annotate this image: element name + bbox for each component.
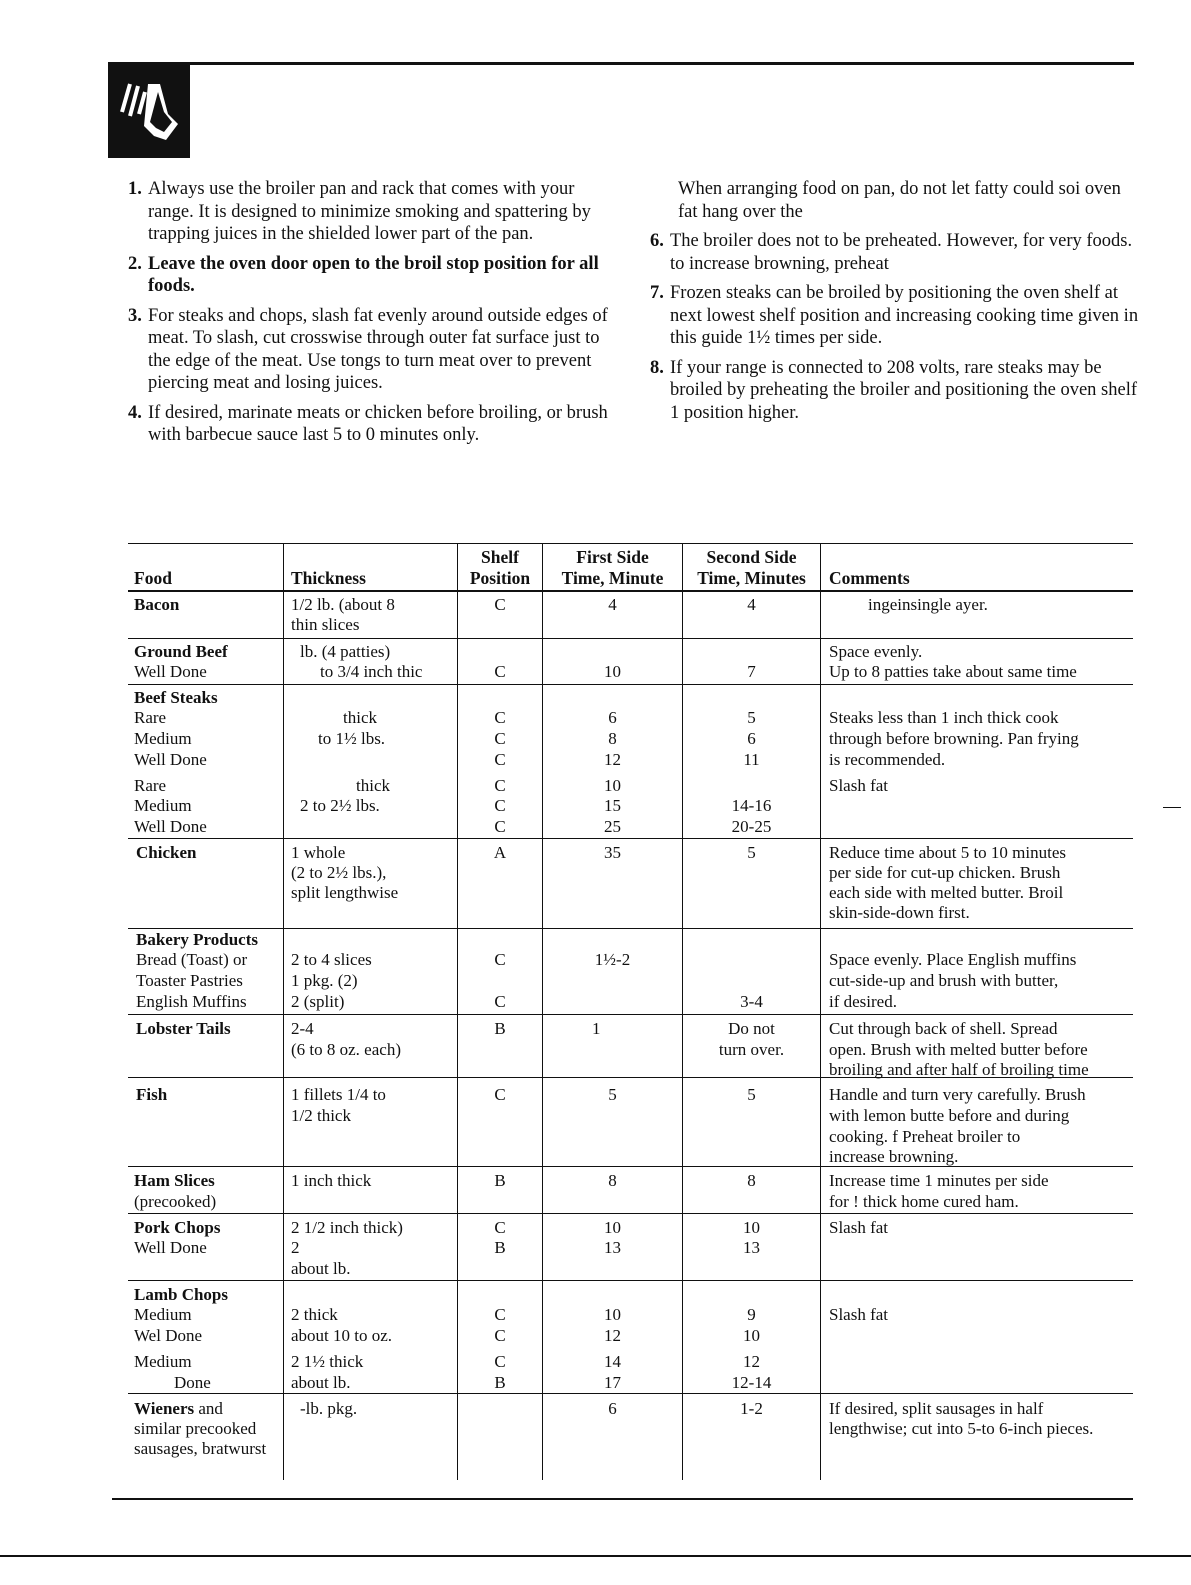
- bakery-thickness: 2 to 4 slices: [291, 950, 372, 969]
- chicken-shelf: A: [493, 843, 507, 862]
- broiling-tips-left: [128, 178, 618, 454]
- header-food: Food: [134, 568, 172, 588]
- lamb-doneness: Medium: [134, 1305, 192, 1324]
- bacon-shelf: C: [494, 595, 506, 614]
- bakery-comments: Space evenly. Place English muffins: [829, 950, 1077, 969]
- fish-thickness: 1/2 thick: [291, 1106, 351, 1125]
- food-fish: Fish: [136, 1085, 168, 1104]
- tip-3: 3. For steaks and chops, slash fat evenly around outside edges of meat. To slash, cut crosswise through outer fat surface just to the edge of the meat. Use tongs to turn meat over to prevent piercing meat and losing juices.: [128, 305, 608, 393]
- lamb-thickness: 2 thick: [291, 1305, 338, 1324]
- chicken-comments: skin-side-down first.: [829, 903, 970, 922]
- food-pork-chops: Pork Chops: [134, 1218, 221, 1237]
- tip-2: 2. Leave the oven door open to the broil stop position for all foods.: [128, 253, 599, 296]
- lamb-first: 12: [604, 1326, 621, 1345]
- wieners-second: 1-2: [740, 1399, 763, 1418]
- steak-second: 14-16: [731, 796, 772, 815]
- steak-thickness: thick: [343, 708, 377, 727]
- page-bottom-rule: [0, 1555, 1191, 1557]
- ground-beef-thickness: lb. (4 patties): [300, 642, 391, 661]
- steak-shelf: C: [494, 776, 506, 795]
- ground-beef-comments: Up to 8 patties take about same time: [829, 662, 1077, 681]
- lamb-shelf: C: [494, 1305, 506, 1324]
- tip-1: 1. Always use the broiler pan and rack that comes with your range. It is designed to minimize smoking and spattering by trapping juices in the shielded lower part of the pan.: [128, 179, 591, 244]
- steak-doneness: Medium: [134, 796, 192, 815]
- steak-shelf: C: [494, 750, 506, 769]
- fish-comments: increase browning.: [829, 1147, 959, 1166]
- ground-beef-shelf: C: [494, 662, 506, 681]
- food-bacon: Bacon: [134, 595, 180, 614]
- pork-shelf: C: [494, 1218, 506, 1237]
- food-ground-beef: Ground Beef: [134, 642, 228, 661]
- lobster-comments: open. Brush with melted butter before: [829, 1040, 1088, 1059]
- bakery-thickness: 2 (split): [291, 992, 345, 1011]
- bacon-thickness: 1/2 lb. (about 8: [291, 595, 395, 614]
- bacon-second: 4: [747, 595, 756, 614]
- lamb-doneness: Done: [174, 1373, 211, 1392]
- steak-first: 6: [608, 708, 617, 727]
- fish-first: 5: [608, 1085, 617, 1104]
- bacon-first: 4: [608, 595, 617, 614]
- row-rule: [128, 1014, 1133, 1015]
- bakery-item: English Muffins: [136, 992, 247, 1011]
- row-rule: [128, 838, 1133, 839]
- lamb-second: 12-14: [731, 1373, 772, 1392]
- ham-shelf: B: [494, 1171, 506, 1190]
- header-second-time: Time, Minutes: [697, 568, 806, 588]
- chicken-comments: each side with melted butter. Broil: [829, 883, 1064, 902]
- chicken-first: 35: [604, 843, 621, 862]
- wieners-comments: lengthwise; cut into 5-to 6-inch pieces.: [829, 1419, 1094, 1438]
- pork-thickness: 2 1/2 inch thick): [291, 1218, 403, 1237]
- lamb-doneness: Medium: [134, 1352, 192, 1371]
- pork-comments: Slash fat: [829, 1218, 889, 1237]
- lobster-second: Do not: [728, 1019, 775, 1038]
- fish-shelf: C: [494, 1085, 506, 1104]
- ham-note: (precooked): [134, 1192, 217, 1211]
- lobster-comments: broiling and after half of broiling time: [829, 1060, 1089, 1079]
- fish-thickness: 1 fillets 1/4 to: [291, 1085, 386, 1104]
- header-position: Position: [469, 568, 531, 588]
- pork-second: 13: [743, 1238, 760, 1257]
- table-header-rule: [128, 590, 1133, 592]
- ham-first: 8: [608, 1171, 617, 1190]
- steak-second: 6: [747, 729, 756, 748]
- margin-mark: [1163, 807, 1181, 808]
- lamb-first: 14: [604, 1352, 621, 1371]
- ham-thickness: 1 inch thick: [291, 1171, 372, 1190]
- steak-first: 15: [604, 796, 621, 815]
- chicken-thickness: (2 to 2½ lbs.),: [291, 863, 387, 882]
- header-first-time: Time, Minute: [561, 568, 664, 588]
- lamb-shelf: C: [494, 1326, 506, 1345]
- food-ham-slices: Ham Slices: [134, 1171, 215, 1190]
- lobster-shelf: B: [494, 1019, 506, 1038]
- steak-comments: Steaks less than 1 inch thick cook: [829, 708, 1059, 727]
- wieners-description: similar precooked: [134, 1419, 257, 1438]
- steak-first: 25: [604, 817, 621, 836]
- steak-thickness: thick: [356, 776, 390, 795]
- row-rule: [128, 928, 1133, 929]
- lobster-first: 1: [592, 1019, 601, 1038]
- lamb-comments: Slash fat: [829, 1305, 889, 1324]
- steak-first: 12: [604, 750, 621, 769]
- header-comments: Comments: [829, 568, 910, 588]
- ground-beef-comments: Space evenly.: [829, 642, 923, 661]
- lamb-second: 10: [743, 1326, 760, 1345]
- chicken-comments: per side for cut-up chicken. Brush: [829, 863, 1061, 882]
- steak-thickness: 2 to 2½ lbs.: [300, 796, 380, 815]
- fish-comments: with lemon butte before and during: [829, 1106, 1070, 1125]
- lamb-thickness: 2 1½ thick: [291, 1352, 364, 1371]
- row-rule: [128, 1280, 1133, 1281]
- chicken-second: 5: [747, 843, 756, 862]
- lobster-comments: Cut through back of shell. Spread: [829, 1019, 1058, 1038]
- wieners-first: 6: [608, 1399, 617, 1418]
- pork-second: 10: [743, 1218, 760, 1237]
- pork-first: 10: [604, 1218, 621, 1237]
- steak-doneness: Well Done: [134, 750, 207, 769]
- header-thickness: Thickness: [291, 568, 366, 588]
- bakery-item: Toaster Pastries: [136, 971, 243, 990]
- food-bakery-products: Bakery Products: [136, 930, 258, 949]
- bakery-thickness: 1 pkg. (2): [291, 971, 358, 990]
- header-shelf: Shelf: [481, 547, 519, 567]
- lamb-thickness: about lb.: [291, 1373, 351, 1392]
- lamb-doneness: Wel Done: [134, 1326, 203, 1345]
- header-first-side: First Side: [576, 547, 649, 567]
- ham-comments: Increase time 1 minutes per side: [829, 1171, 1049, 1190]
- row-rule: [128, 638, 1133, 639]
- chicken-thickness: 1 whole: [291, 843, 346, 862]
- bacon-thickness: thin slices: [291, 615, 360, 634]
- steak-second: 20-25: [731, 817, 772, 836]
- steak-doneness: Rare: [134, 776, 167, 795]
- bakery-item: Bread (Toast) or: [136, 950, 248, 969]
- header-second-side: Second Side: [706, 547, 797, 567]
- steak-second: 11: [743, 750, 760, 769]
- table-top-rule: [128, 543, 1133, 544]
- steak-doneness: Rare: [134, 708, 167, 727]
- steak-shelf: C: [494, 729, 506, 748]
- broil-hand-icon: [108, 62, 190, 158]
- ground-beef-first: 10: [604, 662, 621, 681]
- wieners-comments: If desired, split sausages in half: [829, 1399, 1044, 1418]
- lobster-thickness: 2-4: [291, 1019, 314, 1038]
- bakery-second: 3-4: [740, 992, 763, 1011]
- wieners-description: sausages, bratwurst: [134, 1439, 267, 1458]
- row-rule: [128, 1166, 1133, 1167]
- tip-8: 8. If your range is connected to 208 volts, rare steaks may be broiled by preheating the broiler and positioning the oven shelf 1 position higher.: [650, 357, 1138, 423]
- footer-rule: [112, 1498, 1133, 1500]
- bakery-comments: if desired.: [829, 992, 897, 1011]
- steak-doneness: Medium: [134, 729, 192, 748]
- chicken-comments: Reduce time about 5 to 10 minutes: [829, 843, 1067, 862]
- fish-second: 5: [747, 1085, 756, 1104]
- bacon-comments: ingeinsingle ayer.: [868, 595, 988, 614]
- steak-first: 8: [608, 729, 617, 748]
- food-beef-steaks: Beef Steaks: [134, 688, 218, 707]
- steak-thickness: to 1½ lbs.: [318, 729, 386, 748]
- column-rule: [820, 543, 821, 1480]
- row-rule: [128, 1213, 1133, 1214]
- bakery-first: 1½-2: [594, 950, 631, 969]
- pork-shelf: B: [494, 1238, 506, 1257]
- row-rule: [128, 1393, 1133, 1394]
- chicken-thickness: split lengthwise: [291, 883, 399, 902]
- lamb-first: 10: [604, 1305, 621, 1324]
- broiling-tips-right: [650, 178, 1140, 431]
- food-wieners: Wieners and: [134, 1399, 223, 1418]
- steak-comments: Slash fat: [829, 776, 889, 795]
- ground-beef-second: 7: [747, 662, 756, 681]
- fish-comments: Handle and turn very carefully. Brush: [829, 1085, 1086, 1104]
- column-rule: [283, 543, 284, 1480]
- steak-shelf: C: [494, 817, 506, 836]
- pork-first: 13: [604, 1238, 621, 1257]
- steak-second: 5: [747, 708, 756, 727]
- ham-comments: for ! thick home cured ham.: [829, 1192, 1019, 1211]
- lobster-second: turn over.: [718, 1040, 785, 1059]
- wieners-thickness: -lb. pkg.: [300, 1399, 358, 1418]
- pork-thickness: about lb.: [291, 1259, 351, 1278]
- bakery-shelf: C: [494, 950, 506, 969]
- steak-comments: through before browning. Pan frying: [829, 729, 1079, 748]
- ground-beef-doneness: Well Done: [134, 662, 207, 681]
- lamb-thickness: about 10 to oz.: [291, 1326, 393, 1345]
- bakery-comments: cut-side-up and brush with butter,: [829, 971, 1059, 990]
- lamb-second: 9: [747, 1305, 756, 1324]
- row-rule: [128, 684, 1133, 685]
- steak-comments: is recommended.: [829, 750, 946, 769]
- lamb-second: 12: [743, 1352, 760, 1371]
- ground-beef-thickness: to 3/4 inch thic: [320, 662, 423, 681]
- top-rule: [110, 62, 1134, 65]
- steak-shelf: C: [494, 796, 506, 815]
- tip-4: 4. If desired, marinate meats or chicken before broiling, or brush with barbecue sauce last 5 to 0 minutes only.: [128, 402, 608, 445]
- lobster-thickness: (6 to 8 oz. each): [291, 1040, 401, 1059]
- lamb-shelf: C: [494, 1352, 506, 1371]
- ham-second: 8: [747, 1171, 756, 1190]
- steak-doneness: Well Done: [134, 817, 207, 836]
- food-chicken: Chicken: [136, 843, 197, 862]
- bakery-shelf: C: [494, 992, 506, 1011]
- tip-6: 6. The broiler does not to be preheated. However, for very foods. to increase browning, preheat: [650, 231, 1133, 274]
- food-lamb-chops: Lamb Chops: [134, 1285, 229, 1304]
- tip-5: When arranging food on pan, do not let fatty could soi oven fat hang over the: [678, 179, 1121, 222]
- steak-shelf: C: [494, 708, 506, 727]
- pork-thickness: 2: [291, 1238, 300, 1257]
- steak-first: 10: [604, 776, 621, 795]
- food-lobster-tails: Lobster Tails: [136, 1019, 231, 1038]
- lamb-first: 17: [604, 1373, 621, 1392]
- pork-doneness: Well Done: [134, 1238, 207, 1257]
- tip-7: 7. Frozen steaks can be broiled by positioning the oven shelf at next lowest shelf position and increasing cooking time given in this guide 1½ times per side.: [650, 283, 1139, 348]
- lamb-shelf: B: [494, 1373, 506, 1392]
- fish-comments: cooking. f Preheat broiler to: [829, 1127, 1021, 1146]
